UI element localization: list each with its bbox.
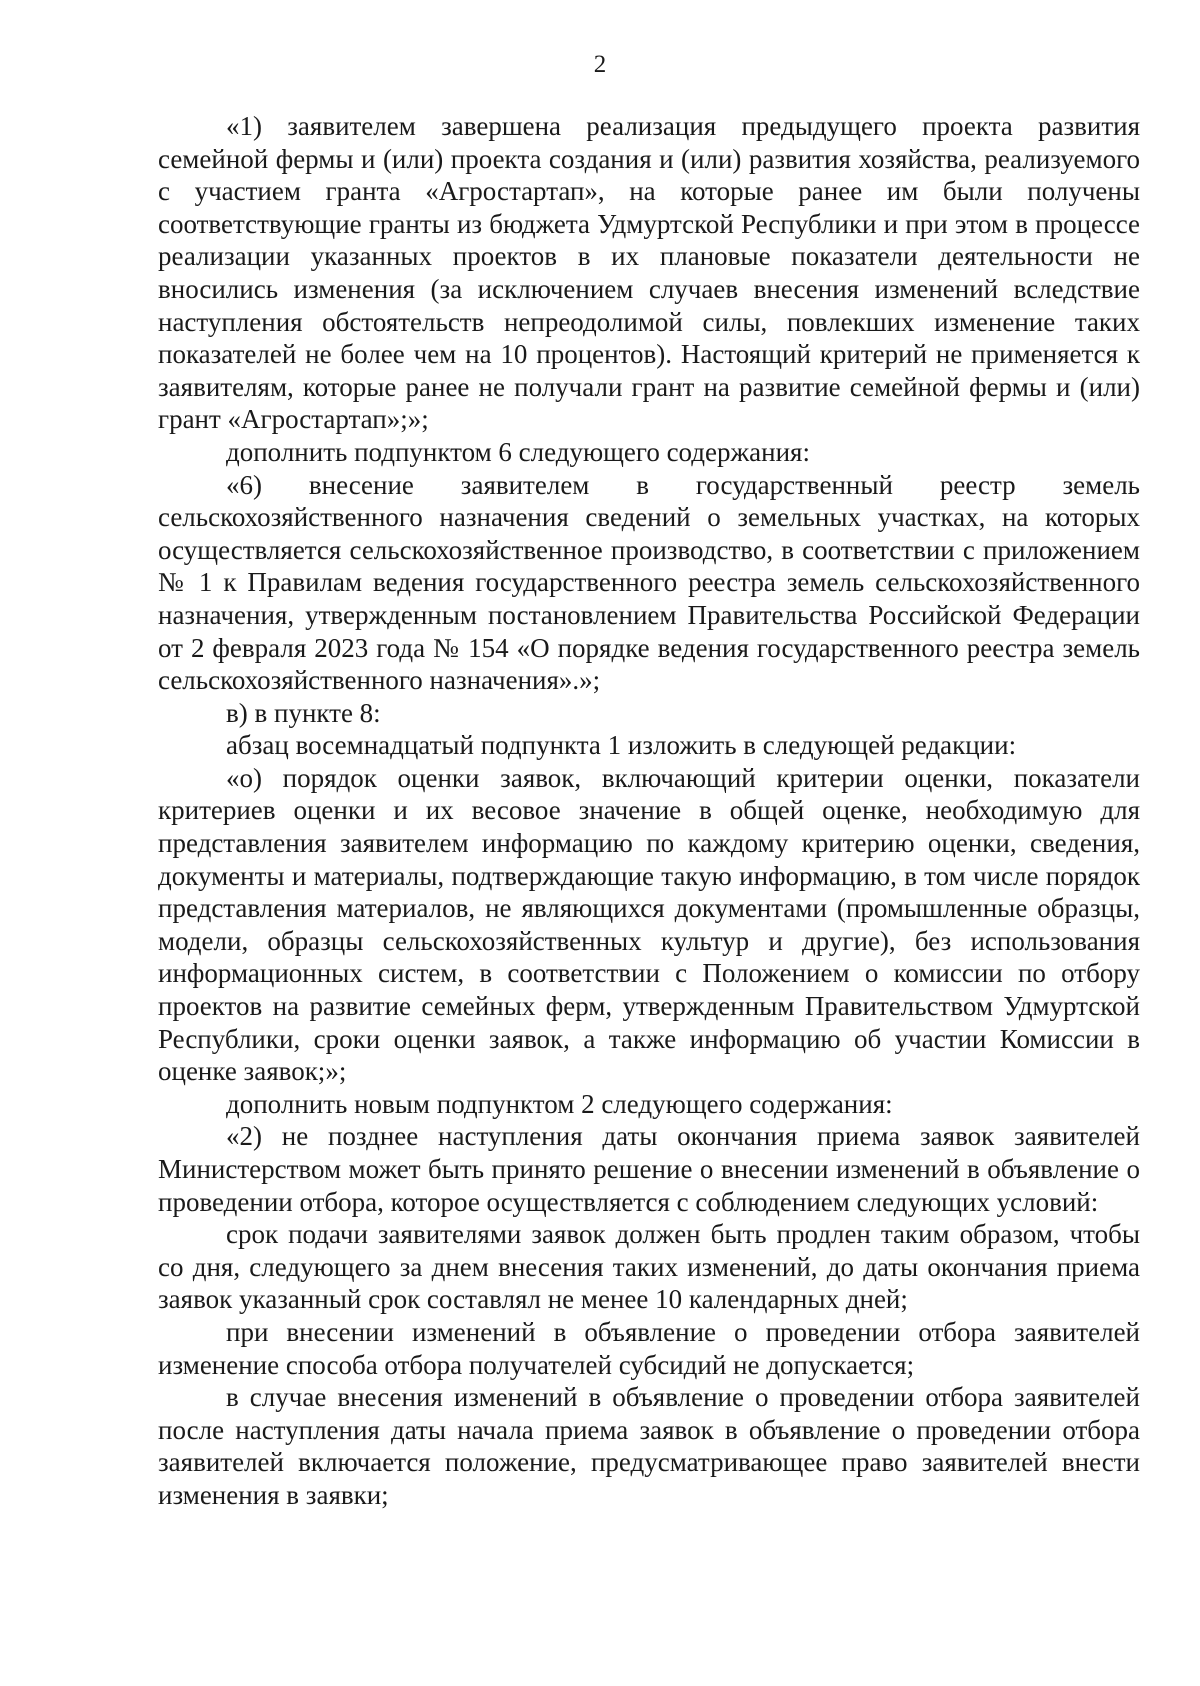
paragraph-eighteenth-abzac: абзац восемнадцатый подпункта 1 изложить в следующей редакции: xyxy=(226,730,1017,761)
paragraph-evaluation-order: «о) порядок оценки заявок, включающий критерии оценки, показатели критериев оценки и их весовое значение в общей оценке, необходимую для представления заявителем информацию по каждому критерию оценки, сведения, документы и материалы, подтверждающие такую информацию, в том числе порядок представления материалов, не являющихся документами (промышленные образцы, модели, образцы сельскохозяйственных культур и другие), без использования информационных систем, в соответствии с Положением о комиссии по отбору проектов на развитие семейных ферм, утвержденным Правительством Удмуртской Республики, сроки оценки заявок, а также информацию об участии Комиссии в оценке заявок;»; xyxy=(158,762,1140,1087)
document-body xyxy=(158,110,1140,1512)
paragraph-subitem-2: «2) не позднее наступления даты окончания приема заявок заявителей Министерством может быть принято решение о внесении изменений в объявление о проведении отбора, которое осуществляется с соблюдением следующих условий: xyxy=(158,1121,1140,1217)
page-number: 2 xyxy=(593,51,607,78)
paragraph-deadline-extension: срок подачи заявителями заявок должен быть продлен таким образом, чтобы со дня, следующего за днем внесения таких изменений, до даты окончания приема заявок указанный срок составлял не менее 10 календарных дней; xyxy=(158,1219,1140,1315)
paragraph-add-subitem-2: дополнить новым подпунктом 2 следующего содержания: xyxy=(226,1088,893,1119)
paragraph-criterion-1: «1) заявителем завершена реализация предыдущего проекта развития семейной фермы и (или) проекта создания и (или) развития хозяйства, реализуемого с участием гранта «Агростартап», на которые ранее им были получены соответствующие гранты из бюджета Удмуртской Республики и при этом в процессе реализации указанных проектов в их плановые показатели деятельности не вносились изменения (за исключением случаев внесения изменений вследствие наступления обстоятельств непреодолимой силы, повлекших изменение таких показателей не более чем на 10 процентов). Настоящий критерий не применяется к заявителям, которые ранее не получали грант на развитие семейной фермы и (или) грант «Агростартап»;»; xyxy=(158,111,1140,435)
paragraph-add-subitem-6: дополнить подпунктом 6 следующего содержания: xyxy=(226,436,810,467)
paragraph-selection-method: при внесении изменений в объявление о проведении отбора заявителей изменение способа отбора получателей субсидий не допускается; xyxy=(158,1316,1140,1380)
paragraph-criterion-6: «6) внесение заявителем в государственный реестр земель сельскохозяйственного назначения сведений о земельных участках, на которых осуществляется сельскохозяйственное производство, в соответствии с приложением № 1 к Правилам ведения государственного реестра земель сельскохозяйственного назначения, утвержденным постановлением Правительства Российской Федерации от 2 февраля 2023 года № 154 «О порядке ведения государственного реестра земель сельскохозяйственного назначения».»; xyxy=(158,469,1140,696)
paragraph-item-8: в) в пункте 8: xyxy=(226,697,381,728)
paragraph-application-changes: в случае внесения изменений в объявление о проведении отбора заявителей после наступления даты начала приема заявок в объявление о проведении отбора заявителей включается положение, предусматривающее право заявителей внести изменения в заявки; xyxy=(158,1382,1140,1510)
